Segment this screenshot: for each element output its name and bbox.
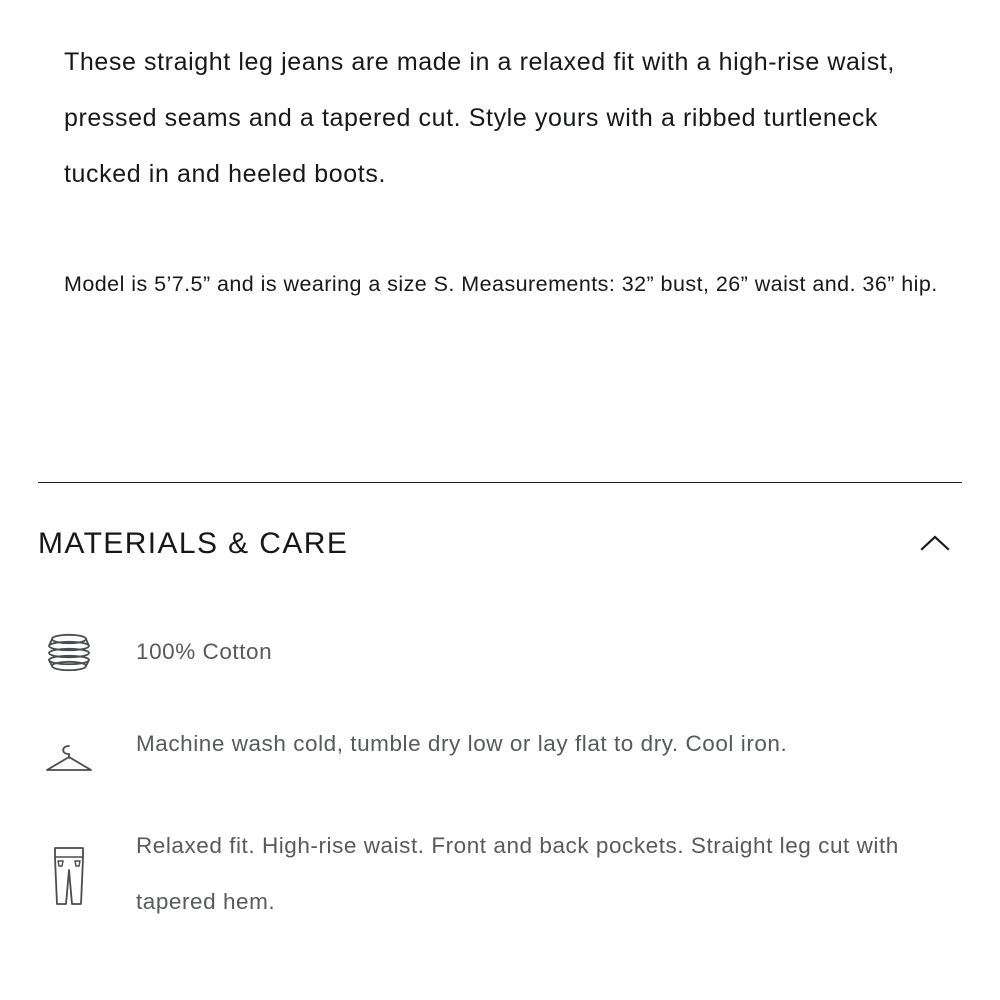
pants-icon [38, 818, 100, 908]
description-paragraph-model: Model is 5’7.5” and is wearing a size S. Measurements: 32” bust, 26” waist and. 36” hip. [64, 272, 938, 296]
chevron-up-icon[interactable] [918, 527, 952, 561]
materials-and-care-accordion-header[interactable] [38, 512, 962, 576]
materials-and-care-title: MATERIALS & CARE [38, 527, 349, 560]
section-divider [38, 482, 962, 483]
thread-spool-icon [38, 628, 100, 674]
fit-details-text: Relaxed fit. High-rise waist. Front and back pockets. Straight leg cut with tapered hem. [136, 833, 899, 914]
list-item [38, 628, 962, 674]
description-paragraph-fit: These straight leg jeans are made in a relaxed fit with a high-rise waist, pressed seams and a tapered cut. Style yours with a ribbed turtleneck tucked in and heeled boots. [64, 48, 895, 188]
care-instructions-text: Machine wash cold, tumble dry low or lay flat to dry. Cool iron. [136, 731, 788, 756]
list-item [38, 716, 962, 776]
material-composition-text: 100% Cotton [136, 639, 273, 664]
clothes-hanger-icon [38, 716, 100, 776]
product-description [64, 34, 944, 313]
list-item [38, 818, 962, 930]
materials-and-care-list [38, 628, 962, 972]
